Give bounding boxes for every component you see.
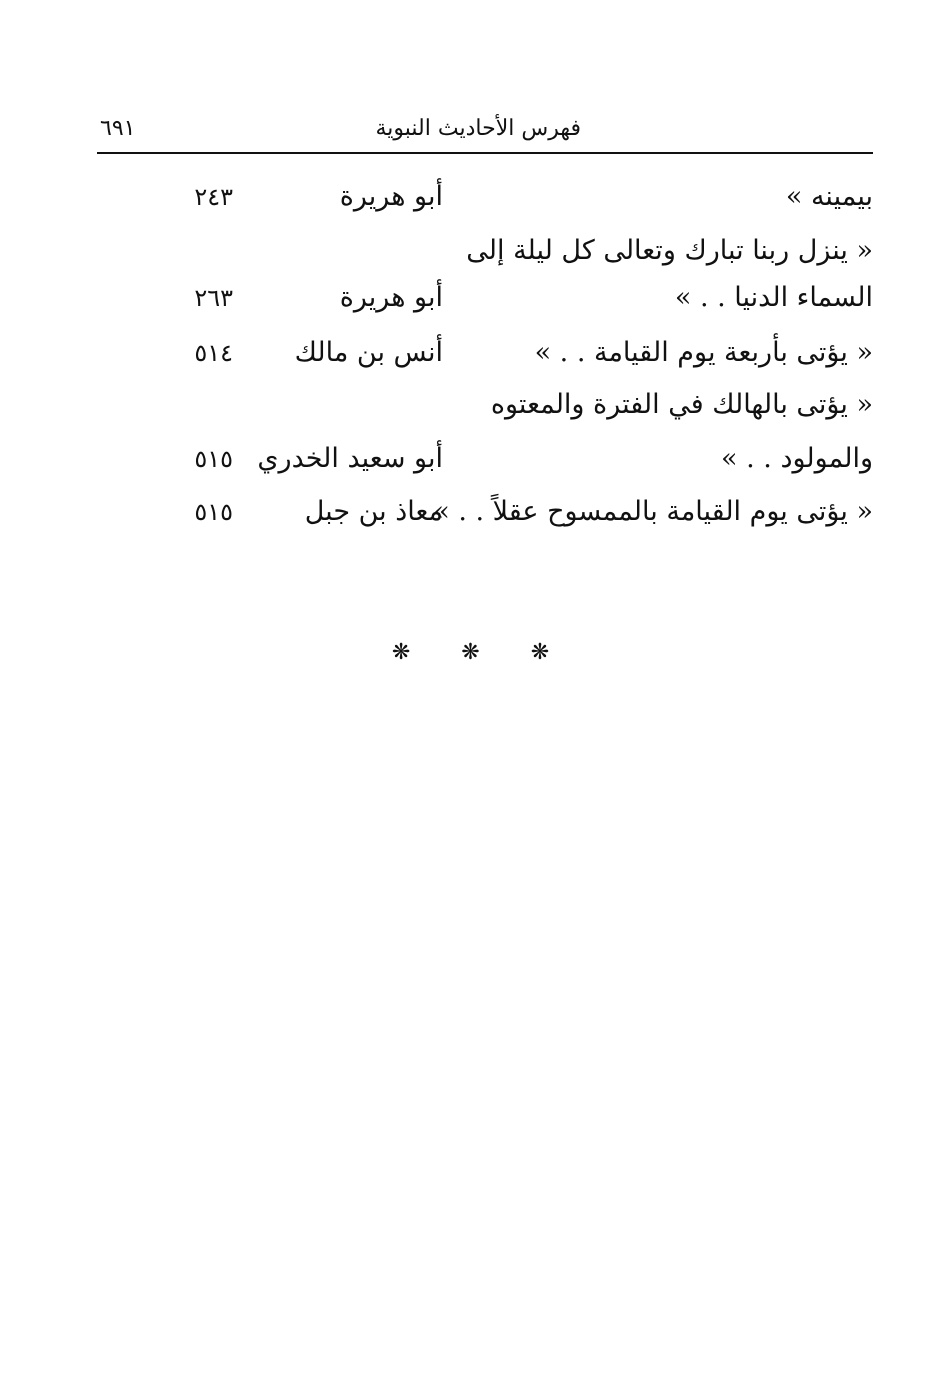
- narrator-name: أبو هريرة: [339, 282, 443, 313]
- hadith-text: بيمينه »: [785, 181, 873, 212]
- index-entry: [0, 227, 941, 275]
- running-header: [97, 112, 873, 152]
- index-entry: [0, 381, 941, 429]
- hadith-text: « يؤتى بأربعة يوم القيامة . . »: [534, 337, 873, 368]
- narrator-name: أبو سعيد الخدري: [257, 443, 443, 474]
- hadith-text: « ينزل ربنا تبارك وتعالى كل ليلة إلى: [466, 235, 873, 266]
- index-entry: [0, 274, 941, 322]
- page-reference: ٢٤٣: [194, 183, 233, 211]
- hadith-text: « يؤتى يوم القيامة بالممسوح عقلاً . . »: [433, 496, 873, 527]
- narrator-name: أبو هريرة: [339, 181, 443, 212]
- index-entry: [0, 488, 941, 536]
- hadith-text: والمولود . . »: [721, 443, 873, 474]
- index-entry: [0, 435, 941, 483]
- hadith-text: « يؤتى بالهالك في الفترة والمعتوه: [490, 389, 873, 420]
- narrator-name: معاذ بن جبل: [304, 496, 443, 527]
- index-entry: [0, 173, 941, 221]
- hadith-text: السماء الدنيا . . »: [674, 282, 873, 313]
- asterism-icon: ❋: [391, 640, 411, 665]
- page-reference: ٥١٥: [194, 445, 233, 473]
- section-end-ornament: [0, 640, 941, 670]
- header-title: فهرس الأحاديث النبوية: [375, 116, 581, 141]
- index-entry: [0, 329, 941, 377]
- page-reference: ٥١٤: [194, 339, 233, 367]
- page-reference: ٥١٥: [194, 498, 233, 526]
- page-reference: ٢٦٣: [194, 284, 233, 312]
- asterism-icon: ❋: [530, 640, 550, 665]
- narrator-name: أنس بن مالك: [294, 337, 443, 368]
- page-number: ٦٩١: [100, 116, 136, 141]
- asterism-icon: ❋: [461, 640, 480, 665]
- header-divider: [97, 152, 873, 154]
